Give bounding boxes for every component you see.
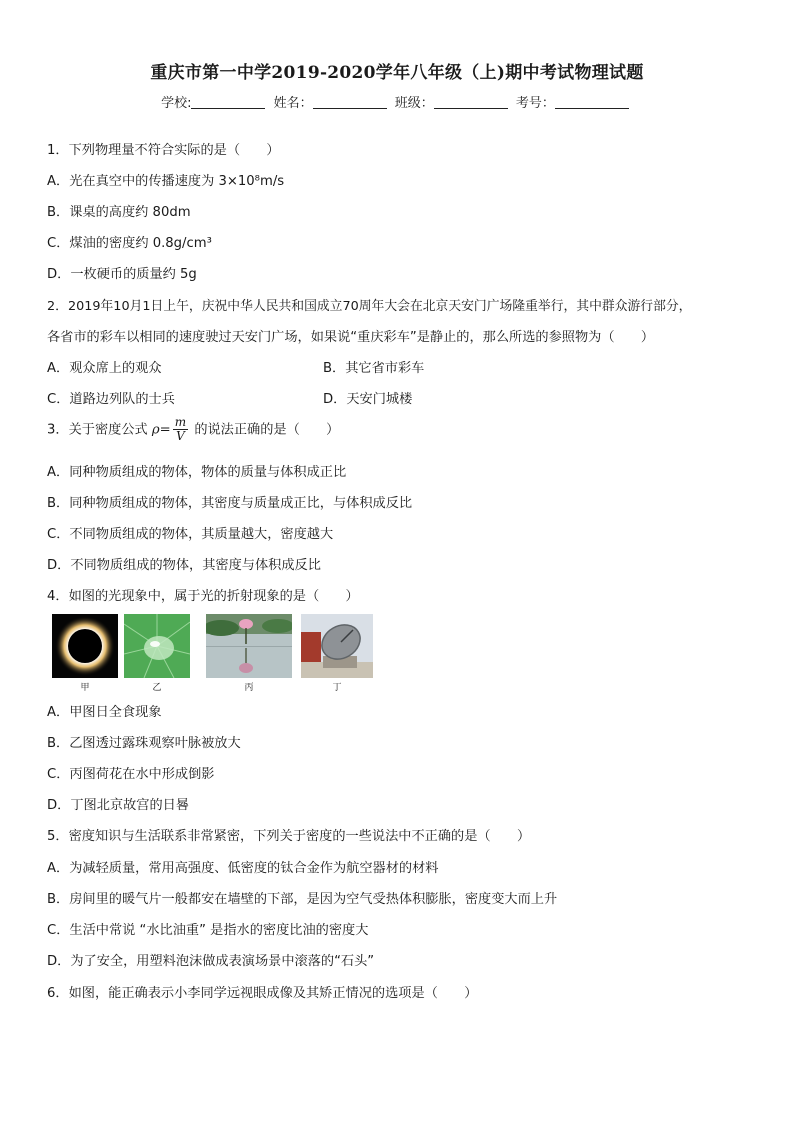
question-5-option-b: B．房间里的暖气片一般都安在墙壁的下部，是因为空气受热体积膨胀，密度变大而上升 — [47, 892, 558, 907]
question-2-option-c: C．道路边列队的士兵 — [47, 392, 175, 407]
question-4-option-c: C．丙图荷花在水中形成倒影 — [47, 767, 215, 782]
fraction-numerator: m — [174, 415, 187, 429]
class-blank[interactable] — [434, 94, 508, 109]
question-5-stem: 5．密度知识与生活联系非常紧密，下列关于密度的一些说法中不正确的是（ ） — [47, 829, 531, 844]
question-2-option-b: B．其它省市彩车 — [323, 361, 425, 376]
leaf-dewdrop-illustration — [124, 614, 190, 678]
question-2-option-a: A．观众席上的观众 — [47, 361, 162, 376]
class-label: 班级： — [394, 96, 434, 111]
fraction-denominator: V — [176, 429, 185, 443]
question-4-option-a: A．甲图日全食现象 — [47, 705, 162, 720]
lotus-reflection-illustration — [206, 614, 292, 678]
page-title: 重庆市第一中学2019-2020学年八年级（上)期中考试物理试题 — [150, 63, 644, 83]
question-3-stem-pre: 3．关于密度公式 — [47, 422, 148, 438]
exam-number-label: 考号： — [515, 96, 555, 111]
school-blank[interactable] — [191, 94, 265, 109]
question-3-option-c: C．不同物质组成的物体，其质量越大，密度越大 — [47, 527, 334, 542]
question-5-option-c: C．生活中常说 “水比油重” 是指水的密度比油的密度大 — [47, 923, 369, 938]
question-4-option-d: D．丁图北京故宫的日晷 — [47, 798, 190, 813]
sundial-illustration — [301, 614, 373, 678]
question-3-option-d: D．不同物质组成的物体，其密度与体积成反比 — [47, 558, 321, 573]
caption-jia: 甲 — [80, 683, 90, 693]
sundial-image — [301, 614, 373, 678]
eclipse-illustration — [52, 614, 118, 678]
name-label: 姓名： — [273, 96, 313, 111]
caption-bing: 丙 — [244, 683, 254, 693]
question-5-option-d: D．为了安全，用塑料泡沫做成表演场景中滚落的“石头” — [47, 954, 375, 969]
question-1-option-c: C．煤油的密度约 0.8g/cm³ — [47, 236, 212, 251]
school-label: 学校: — [161, 96, 192, 111]
density-symbol: ρ= — [151, 422, 171, 438]
density-fraction — [173, 416, 188, 443]
question-4-figure — [52, 614, 382, 694]
question-3-stem — [47, 416, 339, 443]
caption-yi: 乙 — [152, 683, 162, 693]
question-4-stem: 4．如图的光现象中，属于光的折射现象的是（ ） — [47, 589, 359, 604]
lotus-image — [206, 614, 292, 678]
question-3-option-b: B．同种物质组成的物体，其密度与质量成正比，与体积成反比 — [47, 496, 413, 511]
dewdrop-image — [124, 614, 190, 678]
question-2-option-d: D．天安门城楼 — [323, 392, 413, 407]
question-3-stem-post: 的说法正确的是（ ） — [194, 422, 340, 438]
question-3-option-a: A．同种物质组成的物体，物体的质量与体积成正比 — [47, 465, 347, 480]
caption-ding: 丁 — [332, 683, 342, 693]
question-6-stem: 6．如图，能正确表示小李同学远视眼成像及其矫正情况的选项是（ ） — [47, 986, 478, 1001]
question-2-stem-line-2: 各省市的彩车以相同的速度驶过天安门广场，如果说“重庆彩车”是静止的，那么所选的参照物为（ ） — [47, 330, 655, 345]
question-5-option-a: A．为减轻质量，常用高强度、低密度的钛合金作为航空器材的材料 — [47, 861, 439, 876]
question-1-option-a: A．光在真空中的传播速度为 3×10⁸m/s — [47, 174, 285, 189]
question-4-option-b: B．乙图透过露珠观察叶脉被放大 — [47, 736, 241, 751]
question-1-stem: 1．下列物理量不符合实际的是（ ） — [47, 143, 280, 158]
name-blank[interactable] — [313, 94, 387, 109]
question-1-option-b: B．课桌的高度约 80dm — [47, 205, 191, 220]
student-info-line — [0, 92, 794, 111]
question-1-option-d: D．一枚硬币的质量约 5g — [47, 267, 197, 282]
eclipse-image — [52, 614, 118, 678]
exam-number-blank[interactable] — [555, 94, 629, 109]
question-2-stem-line-1: 2．2019年10月1日上午，庆祝中华人民共和国成立70周年大会在北京天安门广场隆重举行，其中群众游行部分， — [47, 299, 692, 314]
